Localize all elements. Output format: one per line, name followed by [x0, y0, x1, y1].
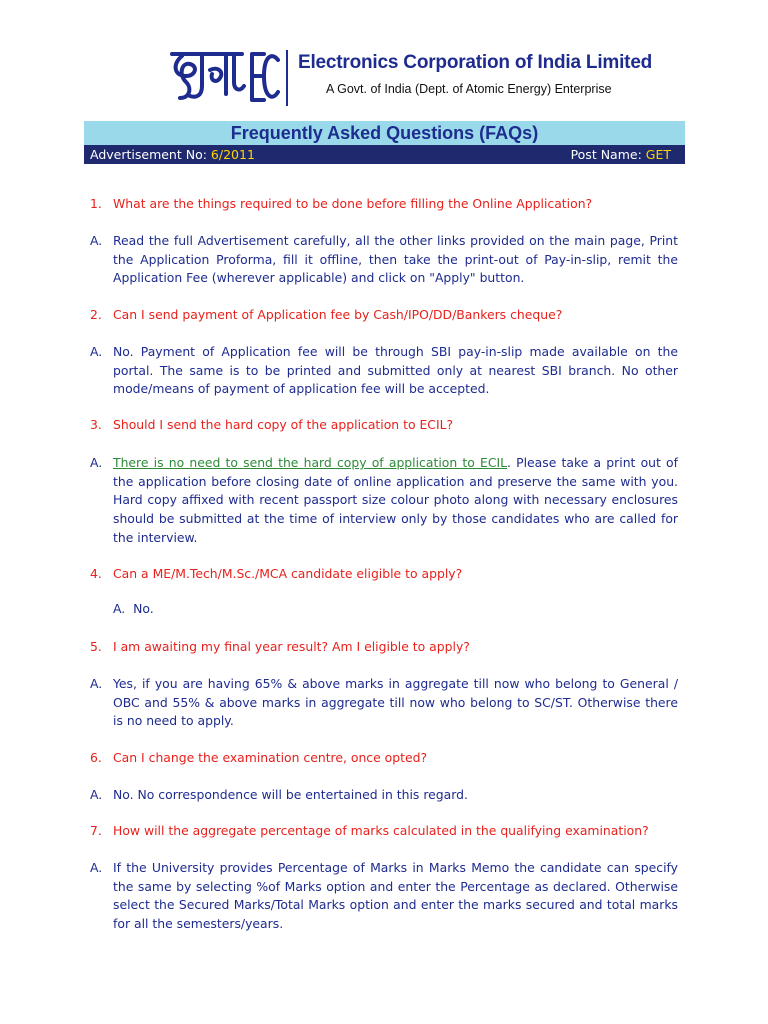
page-title: Frequently Asked Questions (FAQs)	[230, 123, 539, 143]
question-number: 6.	[90, 750, 102, 765]
faq-question-6	[90, 749, 678, 768]
answer-marker: A.	[90, 233, 103, 248]
post-label: Post Name:	[570, 147, 646, 162]
advertisement-value: 6/2011	[210, 147, 255, 162]
question-text: What are the things required to be done before filling the Online Application?	[113, 196, 593, 211]
header-divider	[286, 50, 288, 106]
answer-marker: A.	[113, 601, 126, 616]
organization-name: Electronics Corporation of India Limited	[298, 52, 653, 73]
faq-question-5	[90, 638, 678, 657]
faq-question-1	[90, 195, 678, 214]
faq-answer-4	[113, 601, 154, 616]
question-text: Should I send the hard copy of the application to ECIL?	[113, 417, 454, 432]
faq-answer-2	[90, 343, 678, 399]
no-hard-copy-link[interactable]: There is no need to send the hard copy of application to ECIL	[113, 455, 508, 470]
question-text: I am awaiting my final year result? Am I eligible to apply?	[113, 639, 470, 654]
answer-marker: A.	[90, 787, 103, 802]
answer-marker: A.	[90, 344, 103, 359]
answer-text: No. No correspondence will be entertained in this regard.	[113, 787, 468, 802]
post-name	[571, 145, 671, 164]
advertisement-number	[90, 145, 255, 164]
answer-marker: A.	[90, 860, 103, 875]
advertisement-label: Advertisement No:	[90, 147, 211, 162]
answer-text: No.	[133, 601, 154, 616]
question-number: 5.	[90, 639, 102, 654]
faq-answer-6	[90, 786, 678, 805]
question-text: Can a ME/M.Tech/M.Sc./MCA candidate eligible to apply?	[113, 566, 463, 581]
answer-marker: A.	[90, 455, 103, 470]
faq-answer-7	[90, 859, 678, 934]
organization-subtitle: A Govt. of India (Dept. of Atomic Energy) Enterprise	[326, 82, 612, 96]
answer-text: If the University provides Percentage of Marks in Marks Memo the candidate can specify the same by selecting %of Marks option and enter the Percentage as declared. Otherwise select the Secured Marks/Total Marks option and enter the marks secured and total marks for all the semesters/years.	[113, 860, 678, 932]
answer-text-rest: . Please take a print out of the application before closing date of online application and preserve the same with you. Hard copy affixed with recent passport size colour photo along with necessary enclosures should be submitted at the time of interview only by those candidates who are called for the interview.	[113, 455, 678, 545]
answer-text: Yes, if you are having 65% & above marks in aggregate till now who belong to General / OBC and 55% & above marks in aggregate till now who belong to SC/ST. Otherwise there is no need to apply.	[113, 676, 678, 729]
question-number: 3.	[90, 417, 102, 432]
question-text: How will the aggregate percentage of marks calculated in the qualifying examination?	[113, 823, 649, 838]
ecil-logo	[168, 46, 280, 108]
question-number: 1.	[90, 196, 102, 211]
faq-answer-5	[90, 675, 678, 731]
post-value: GET	[645, 147, 671, 162]
faq-question-2	[90, 306, 678, 325]
question-number: 2.	[90, 307, 102, 322]
answer-text: No. Payment of Application fee will be through SBI pay-in-slip made available on the portal. The same is to be printed and submitted only at nearest SBI branch. No other mode/means of payment of application fee will be accepted.	[113, 344, 678, 397]
faq-answer-1	[90, 232, 678, 288]
faq-question-3	[90, 416, 678, 435]
answer-marker: A.	[90, 676, 103, 691]
answer-text: Read the full Advertisement carefully, all the other links provided on the main page, Print the Application Proforma, fill it offline, then take the print-out of Pay-in-slip, remit the Application Fee (wherever applicable) and click on "Apply" button.	[113, 233, 678, 286]
question-number: 7.	[90, 823, 102, 838]
faq-answer-3	[90, 454, 678, 548]
question-text: Can I change the examination centre, once opted?	[113, 750, 428, 765]
faq-question-7	[90, 822, 678, 841]
answer-text	[113, 454, 678, 548]
faq-question-4	[90, 565, 678, 584]
question-text: Can I send payment of Application fee by Cash/IPO/DD/Bankers cheque?	[113, 307, 563, 322]
question-number: 4.	[90, 566, 102, 581]
